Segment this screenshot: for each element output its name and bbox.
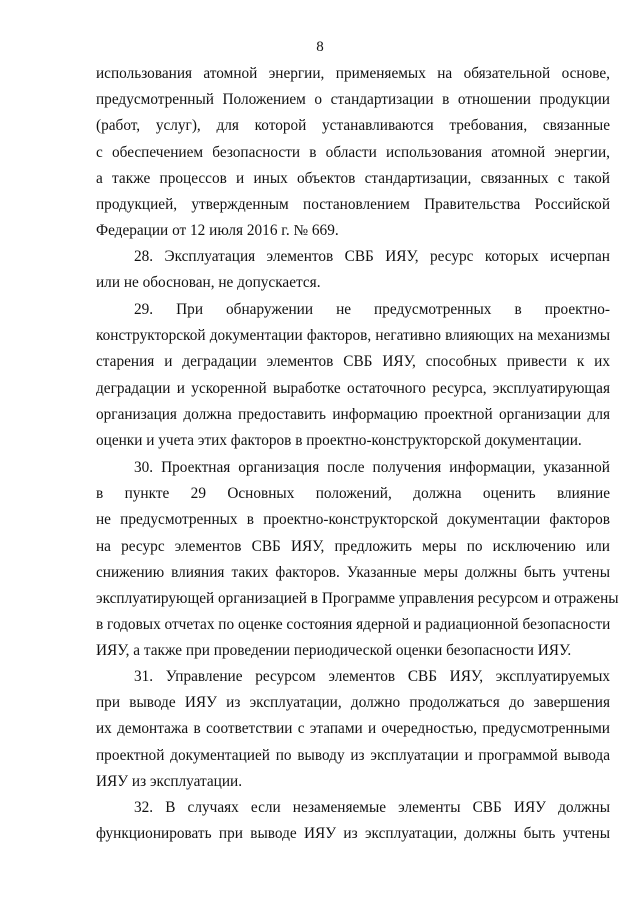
text-line: деградации и ускоренной выработке остаточного ресурса, эксплуатирующая bbox=[96, 379, 610, 397]
text-line: старения и деградации элементов СВБ ИЯУ, способных привести к их bbox=[96, 353, 610, 371]
text-line: организация должна предоставить информацию проектной организации для bbox=[96, 405, 610, 423]
text-line: ИЯУ, а также при проведении периодической оценки безопасности ИЯУ. bbox=[96, 642, 572, 660]
text-line: а также процессов и иных объектов стандартизации, связанных с такой bbox=[96, 169, 610, 187]
text-line: использования атомной энергии, применяемых на обязательной основе, bbox=[96, 65, 610, 82]
text-line: с обеспечением безопасности в области использования атомной энергии, bbox=[96, 143, 610, 161]
text-line: 32. В случаях если незаменяемые элементы СВБ ИЯУ должны bbox=[134, 799, 610, 816]
text-line: снижению влияния таких факторов. Указанные меры должны быть учтены bbox=[96, 563, 610, 581]
text-line: проектной документацией по выводу из эксплуатации и программой вывода bbox=[96, 746, 610, 764]
text-line: 28. Эксплуатация элементов СВБ ИЯУ, ресурс которых исчерпан bbox=[134, 248, 610, 265]
text-line: оценки и учета этих факторов в проектно-конструкторской документации. bbox=[96, 431, 582, 449]
text-line: при выводе ИЯУ из эксплуатации, должно продолжаться до завершения bbox=[96, 694, 610, 712]
paragraph-item-28 bbox=[96, 244, 610, 296]
text-line: 30. Проектная организация после получения информации, указанной bbox=[134, 459, 610, 476]
text-line: в годовых отчетах по оценке состояния ядерной и радиационной безопасности bbox=[96, 616, 611, 634]
text-line: конструкторской документации факторов, негативно влияющих на механизмы bbox=[96, 327, 610, 345]
text-line: эксплуатирующей организацией в Программе управления ресурсом и отражены bbox=[96, 589, 619, 607]
text-line: в пункте 29 Основных положений, должна оценить влияние bbox=[96, 485, 610, 503]
text-line: или не обоснован, не допускается. bbox=[96, 274, 321, 292]
paragraph-item-32 bbox=[96, 795, 610, 847]
paragraph-continuation bbox=[96, 61, 610, 244]
paragraph-item-31 bbox=[96, 664, 610, 795]
paragraph-item-29 bbox=[96, 297, 610, 454]
text-line: предусмотренный Положением о стандартизации в отношении продукции bbox=[96, 91, 610, 109]
paragraph-item-30 bbox=[96, 455, 619, 665]
text-line: продукцией, утвержденным постановлением Правительства Российской bbox=[96, 195, 610, 213]
text-line: 29. При обнаружении не предусмотренных в проектно- bbox=[134, 301, 610, 318]
text-line: функционировать при выводе ИЯУ из эксплуатации, должны быть учтены bbox=[96, 825, 610, 843]
text-line: (работ, услуг), для которой устанавливаются требования, связанные bbox=[96, 117, 610, 135]
page-number: 8 bbox=[316, 39, 324, 55]
text-line: Федерации от 12 июля 2016 г. № 669. bbox=[96, 222, 339, 240]
text-line: ИЯУ из эксплуатации. bbox=[96, 772, 243, 790]
text-line: их демонтажа в соответствии с этапами и очередностью, предусмотренными bbox=[96, 720, 610, 738]
text-line: на ресурс элементов СВБ ИЯУ, предложить меры по исключению или bbox=[96, 537, 610, 555]
text-line: не предусмотренных в проектно-конструкторской документации факторов bbox=[96, 511, 610, 529]
text-line: 31. Управление ресурсом элементов СВБ ИЯУ, эксплуатируемых bbox=[134, 668, 610, 685]
